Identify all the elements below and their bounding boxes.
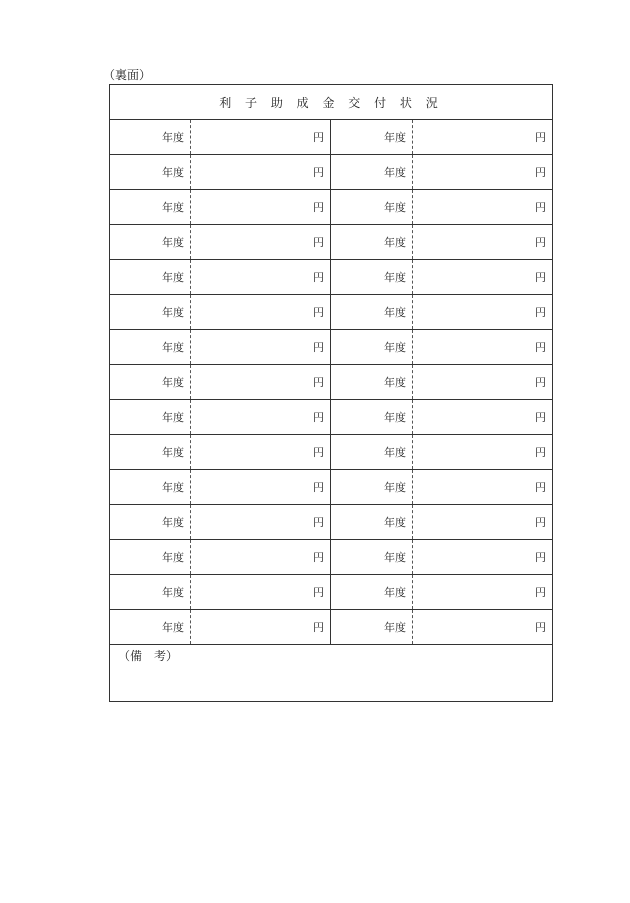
amount-field[interactable]: 円	[535, 376, 546, 389]
table-row	[110, 365, 552, 400]
table-row	[110, 435, 552, 470]
fiscal-year-field[interactable]: 年度	[331, 575, 413, 609]
amount-field[interactable]: 円	[535, 166, 546, 179]
fiscal-year-field[interactable]: 年度	[331, 155, 413, 189]
fiscal-year-field[interactable]: 年度	[331, 365, 413, 399]
fiscal-year-field[interactable]: 年度	[110, 225, 191, 259]
amount-field[interactable]: 円	[535, 551, 546, 564]
amount-field[interactable]: 円	[191, 540, 331, 574]
fiscal-year-field[interactable]: 年度	[331, 120, 413, 154]
fiscal-year-field[interactable]: 年度	[331, 225, 413, 259]
remarks-area[interactable]	[110, 645, 552, 703]
fiscal-year-field[interactable]: 年度	[110, 155, 191, 189]
table-row	[110, 400, 552, 435]
amount-field[interactable]: 円	[191, 505, 331, 539]
fiscal-year-field[interactable]: 年度	[331, 470, 413, 504]
fiscal-year-field[interactable]: 年度	[110, 505, 191, 539]
amount-field[interactable]: 円	[191, 120, 331, 154]
fiscal-year-field[interactable]: 年度	[110, 365, 191, 399]
amount-field[interactable]: 円	[191, 260, 331, 294]
table-row	[110, 155, 552, 190]
fiscal-year-field[interactable]: 年度	[110, 260, 191, 294]
fiscal-year-field[interactable]: 年度	[331, 190, 413, 224]
amount-field[interactable]: 円	[191, 435, 331, 469]
amount-field[interactable]: 円	[191, 295, 331, 329]
amount-field[interactable]: 円	[191, 575, 331, 609]
fiscal-year-field[interactable]: 年度	[110, 575, 191, 609]
fiscal-year-field[interactable]: 年度	[110, 120, 191, 154]
fiscal-year-field[interactable]: 年度	[110, 540, 191, 574]
page-side-label: （裏面）	[103, 68, 152, 82]
fiscal-year-field[interactable]: 年度	[110, 295, 191, 329]
fiscal-year-field[interactable]: 年度	[110, 435, 191, 469]
table-row	[110, 470, 552, 505]
amount-field[interactable]: 円	[191, 225, 331, 259]
table-row	[110, 540, 552, 575]
fiscal-year-field[interactable]: 年度	[110, 330, 191, 364]
fiscal-year-field[interactable]: 年度	[110, 190, 191, 224]
table-row	[110, 610, 552, 645]
fiscal-year-field[interactable]: 年度	[331, 435, 413, 469]
amount-field[interactable]: 円	[535, 516, 546, 529]
subsidy-rows	[110, 120, 552, 645]
remarks-label: （備 考）	[118, 649, 179, 663]
amount-field[interactable]: 円	[535, 341, 546, 354]
amount-field[interactable]: 円	[535, 271, 546, 284]
table-row	[110, 260, 552, 295]
fiscal-year-field[interactable]: 年度	[331, 505, 413, 539]
amount-field[interactable]: 円	[535, 621, 546, 634]
amount-field[interactable]: 円	[191, 400, 331, 434]
fiscal-year-field[interactable]: 年度	[331, 400, 413, 434]
fiscal-year-field[interactable]: 年度	[110, 470, 191, 504]
amount-field[interactable]: 円	[535, 411, 546, 424]
amount-field[interactable]: 円	[191, 365, 331, 399]
fiscal-year-field[interactable]: 年度	[110, 400, 191, 434]
amount-field[interactable]: 円	[535, 306, 546, 319]
fiscal-year-field[interactable]: 年度	[331, 295, 413, 329]
fiscal-year-field[interactable]: 年度	[331, 330, 413, 364]
fiscal-year-field[interactable]: 年度	[331, 540, 413, 574]
amount-field[interactable]: 円	[535, 131, 546, 144]
table-row	[110, 190, 552, 225]
fiscal-year-field[interactable]: 年度	[110, 610, 191, 644]
form-title: 利 子 助 成 金 交 付 状 況	[110, 85, 552, 120]
table-row	[110, 225, 552, 260]
table-row	[110, 505, 552, 540]
fiscal-year-field[interactable]: 年度	[331, 260, 413, 294]
table-row	[110, 295, 552, 330]
amount-field[interactable]: 円	[535, 201, 546, 214]
amount-field[interactable]: 円	[535, 446, 546, 459]
amount-field[interactable]: 円	[535, 586, 546, 599]
table-row	[110, 330, 552, 365]
amount-field[interactable]: 円	[191, 190, 331, 224]
amount-field[interactable]: 円	[191, 155, 331, 189]
fiscal-year-field[interactable]: 年度	[331, 610, 413, 644]
table-row	[110, 575, 552, 610]
amount-field[interactable]: 円	[191, 470, 331, 504]
amount-field[interactable]: 円	[535, 481, 546, 494]
amount-field[interactable]: 円	[535, 236, 546, 249]
amount-field[interactable]: 円	[191, 330, 331, 364]
table-row	[110, 120, 552, 155]
subsidy-status-form	[109, 84, 553, 702]
amount-field[interactable]: 円	[191, 610, 331, 644]
